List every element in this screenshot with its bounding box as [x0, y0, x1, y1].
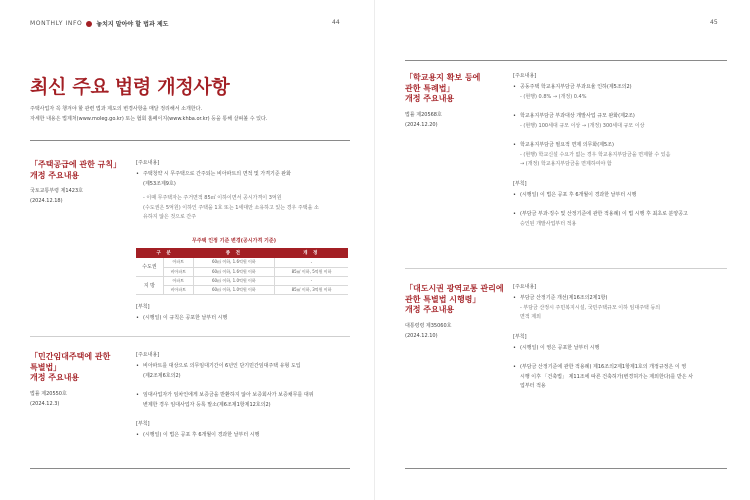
section-body-rental [136, 351, 351, 441]
detail-line: (수도권은 5억원) 이하인 주택을 1호 또는 1세대만 소유하고 있는 경우 주택을 소 [143, 204, 319, 211]
running-header [30, 19, 168, 28]
content-label: [주요내용] [136, 352, 160, 358]
detail-line: - 이때 무주택자는 주거면적 85㎡ 이하이면서 공시가격이 3억원 [143, 195, 282, 201]
divider [30, 140, 350, 141]
addendum-label: [부칙] [513, 333, 527, 340]
section-body-supply [136, 159, 351, 223]
detail-line: - 부담금 산정시 주민복지시설, 국민주택규모 이하 임대주택 등의 [520, 304, 661, 311]
section-title-rental: 「민간임대주택에 관한 특별법」 개정 주요내용 [30, 352, 111, 382]
table-cell: - [275, 258, 348, 267]
list-item: • (시행일) 이 규칙은 공포한 날부터 시행 [136, 314, 351, 324]
table-cell: 60㎡ 이하, 1.6억원 이하 [193, 267, 274, 276]
table-cell: 60㎡ 이하, 1.6억원 이하 [193, 258, 274, 267]
list-item: • 학교용지부담금 필요적 면제 의무화(제5조) [513, 141, 728, 151]
table-cell: 60㎡ 이하, 1.0억원 이하 [193, 285, 274, 294]
section-meta-rental [30, 389, 67, 409]
list-item-cont: 승인된 개발사업부터 적용 [520, 220, 577, 227]
list-item: • 공동주택 학교용지부담금 부과요율 인하(제5조의2) [513, 83, 728, 93]
list-item: • (시행일) 이 법은 공포 후 6개월이 경과한 날부터 시행 [513, 191, 728, 201]
criteria-table [136, 248, 348, 295]
table-cell: 60㎡ 이하, 1.0억원 이하 [193, 276, 274, 285]
table-row [136, 285, 348, 294]
section-title-supply: 「주택공급에 관한 규칙」 개정 주요내용 [30, 160, 122, 180]
table-cell: 아파트 [163, 258, 193, 267]
table-cell: 아파트 [163, 276, 193, 285]
list-item: • (시행일) 이 영은 공포한 날부터 시행 [513, 344, 728, 354]
detail-line: - (현행) 학교신설 수요가 없는 경우 학교용지부담금을 면제할 수 있음 [520, 151, 671, 158]
law-date: (2024.12.20) [405, 122, 438, 128]
divider [405, 268, 727, 269]
table-row [136, 267, 348, 276]
header-dot-icon [86, 21, 92, 27]
section-meta-transit [405, 321, 451, 341]
divider [405, 468, 727, 469]
list-item-cont: 시행 이후 「건축법」 제11조에 따른 건축허가(변경허가는 제외한다)를 받은 사 [520, 373, 694, 380]
table-cell: - [275, 276, 348, 285]
content-label: [주요내용] [513, 73, 537, 79]
detail-line: 유하지 않은 것으로 간주 [143, 214, 197, 220]
list-item: • 주택청약 시 무주택으로 간주되는 비아파트의 면적 및 가격기준 완화 [136, 170, 351, 180]
section-meta-supply [30, 186, 83, 206]
table-header: 구 분 [136, 248, 193, 258]
intro-line-2: 자세한 내용은 법제처(www.moleg.go.kr) 또는 협회 홈페이지(www.khba.or.kr) 등을 통해 살펴볼 수 있다. [30, 116, 268, 122]
law-date: (2024.12.3) [30, 401, 60, 407]
table-cell: 85㎡ 이하, 5억원 이하 [275, 267, 348, 276]
addendum-label: [부칙] [136, 421, 150, 427]
section-name: 놓치지 말아야 할 법과 제도 [96, 21, 169, 28]
section-body-school [513, 72, 728, 229]
list-item-cont: 변제한 경우 임대사업자 등록 말소(제6조제1항제12호의2) [143, 401, 271, 408]
table-row [136, 276, 348, 285]
detail-line: → (개정) 학교용지부담금을 면제하여야 함 [520, 161, 612, 167]
addendum-label: [부칙] [136, 304, 150, 310]
table-cell: 비아파트 [163, 285, 193, 294]
law-number: 대통령령 제35060호 [405, 323, 452, 329]
table-header: 개 정 [275, 248, 348, 258]
list-item: • 부담금 산정기준 개선(제16조의2제1항) [513, 294, 728, 304]
detail-line: - (현행) 100세대 규모 이상 → (개정) 300세대 규모 이상 [520, 122, 645, 129]
table-cell: 비아파트 [163, 267, 193, 276]
content-label: [주요내용] [136, 160, 160, 166]
list-item: • (시행일) 이 법은 공포 후 6개월이 경과한 날부터 시행 [136, 431, 351, 441]
intro-text [30, 104, 267, 124]
section-body-transit [513, 283, 728, 392]
list-item: • (부담금 부과·징수 및 산정기준에 관한 적용례) 이 법 시행 후 최초로 분양공고 [513, 210, 728, 220]
addendum-label: [부칙] [513, 180, 527, 187]
section-title-transit: 「대도시권 광역교통 관리에 관한 특별법 시행령」 개정 주요내용 [405, 284, 504, 314]
section-meta-school [405, 110, 442, 130]
page-number-left: 44 [332, 19, 340, 26]
list-item: • 학교용지부담금 부과대상 개발사업 규모 완화(제2조) [513, 112, 728, 122]
list-item: • (부담금 산정기준에 관한 적용례) 제16조의2제1항제1호의 개정규정은 이 영 [513, 363, 728, 373]
law-number: 법률 제20568호 [405, 112, 442, 118]
list-item-cont: (제53조제9호) [143, 180, 176, 187]
magazine-name: MONTHLY INFO [30, 20, 83, 27]
detail-line: 면적 제외 [520, 314, 541, 320]
list-item: • 임대사업자가 임차인에게 보증금을 반환하지 않아 보증회사가 보증채무를 대위 [136, 391, 351, 401]
list-item-cont: 업부터 적용 [520, 383, 546, 389]
divider [405, 60, 727, 61]
table-cell-region: 수도권 [136, 258, 163, 276]
table-caption: 무주택 인정 기준 변경(공시가격 기준) [192, 238, 276, 244]
page-title: 최신 주요 법령 개정사항 [30, 76, 230, 98]
list-item: • 비아파트를 대상으로 의무임대기간이 6년인 단기민간임대주택 유형 도입 [136, 362, 351, 372]
table-row [136, 258, 348, 267]
table-cell-region: 지 방 [136, 276, 163, 294]
detail-line: - (현행) 0.8% → (개정) 0.4% [520, 93, 587, 100]
table-cell: 85㎡ 이하, 3억원 이하 [275, 285, 348, 294]
divider [30, 468, 350, 469]
section-title-school: 「학교용지 확보 등에 관한 특례법」 개정 주요내용 [405, 73, 481, 103]
list-item-cont: (제2조제6호의2) [143, 372, 181, 379]
table-header: 종 전 [193, 248, 274, 258]
addendum-supply [136, 303, 351, 324]
page-number-right: 45 [710, 19, 718, 26]
divider [30, 336, 350, 337]
right-page [375, 0, 750, 500]
law-number: 법률 제20550호 [30, 391, 67, 397]
law-date: (2024.12.10) [405, 333, 438, 339]
intro-line-1: 주택사업자 꼭 챙겨야 할 관련 법과 제도의 변경사항을 매달 정리해서 소개한다. [30, 106, 203, 112]
content-label: [주요내용] [513, 284, 537, 290]
law-number: 국토교통부령 제1423호 [30, 188, 83, 194]
law-date: (2024.12.18) [30, 198, 63, 204]
